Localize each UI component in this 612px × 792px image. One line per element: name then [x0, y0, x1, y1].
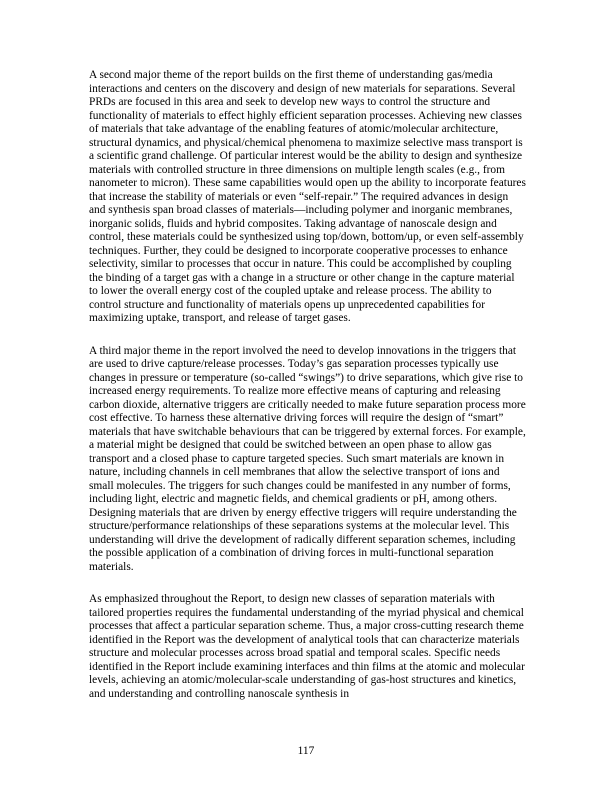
page-number: 117 — [297, 745, 315, 757]
body-text — [89, 69, 526, 720]
paragraph-materials-theme: A second major theme of the report builds on the first theme of understanding gas/media interactions and centers on the discovery and design of new materials for separations. Several PRDs are focused in this area and seek to develop new ways to control the structure and functionality of materials to effect highly efficient separation processes. Achieving new classes of materials that take advantage of the enabling features of atomic/molecular architecture, structural dynamics, and physical/chemical phenomena to maximize selective mass transport is a scientific grand challenge. Of particular interest would be the ability to design and synthesize materials with controlled structure in three dimensions on multiple length scales (e.g., from nanometer to micron). These same capabilities would open up the ability to incorporate features that increase the stability of materials or even “self-repair.” The required advances in design and synthesis span broad classes of materials—including polymer and inorganic membranes, inorganic solids, fluids and hybrid composites. Taking advantage of nanoscale design and control, these materials could be synthesized using top/down, bottom/up, or even self-assembly techniques. Further, they could be designed to incorporate cooperative processes to enhance selectivity, similar to processes that occur in nature. This could be accomplished by coupling the binding of a target gas with a change in a structure or other change in the capture material to lower the overall energy cost of the coupled uptake and release process. The ability to control structure and functionality of materials opens up unprecedented capabilities for maximizing uptake, transport, and release of target gases. — [89, 69, 526, 324]
paragraph-triggers-theme: A third major theme in the report involved the need to develop innovations in the triggers that are used to drive capture/release processes. Today’s gas separation processes typically use changes in pressure or temperature (so-called “swings”) to drive separations, which give rise to increased energy requirements. To realize more effective means of capturing and releasing carbon dioxide, alternative triggers are critically needed to make future separation process more cost effective. To harness these alternative driving forces will require the design of “smart” materials that have switchable behaviours that can be triggered by external forces. For example, a material might be designed that could be switched between an open phase to allow gas transport and a closed phase to capture targeted species. Such smart materials are known in nature, including channels in cell membranes that allow the selective transport of ions and small molecules. The triggers for such changes could be manifested in any number of forms, including light, electric and magnetic fields, and chemical gradients or pH, among others. Designing materials that are driven by energy effective triggers will require understanding the structure/performance relationships of these separations systems at the molecular level. This understanding will drive the development of radically different separation schemes, including the possible application of a combination of driving forces in multi-functional separation materials. — [89, 344, 526, 573]
paragraph-analytical-tools-theme: As emphasized throughout the Report, to design new classes of separation materials with tailored properties requires the fundamental understanding of the myriad physical and chemical processes that affect a particular separation scheme. Thus, a major cross-cutting research theme identified in the Report was the development of analytical tools that can characterize materials structure and molecular processes across broad spatial and temporal scales. Specific needs identified in the Report include examining interfaces and thin films at the atomic and molecular levels, achieving an atomic/molecular-scale understanding of gas-host structures and kinetics, and understanding and controlling nanoscale synthesis in — [89, 593, 525, 700]
